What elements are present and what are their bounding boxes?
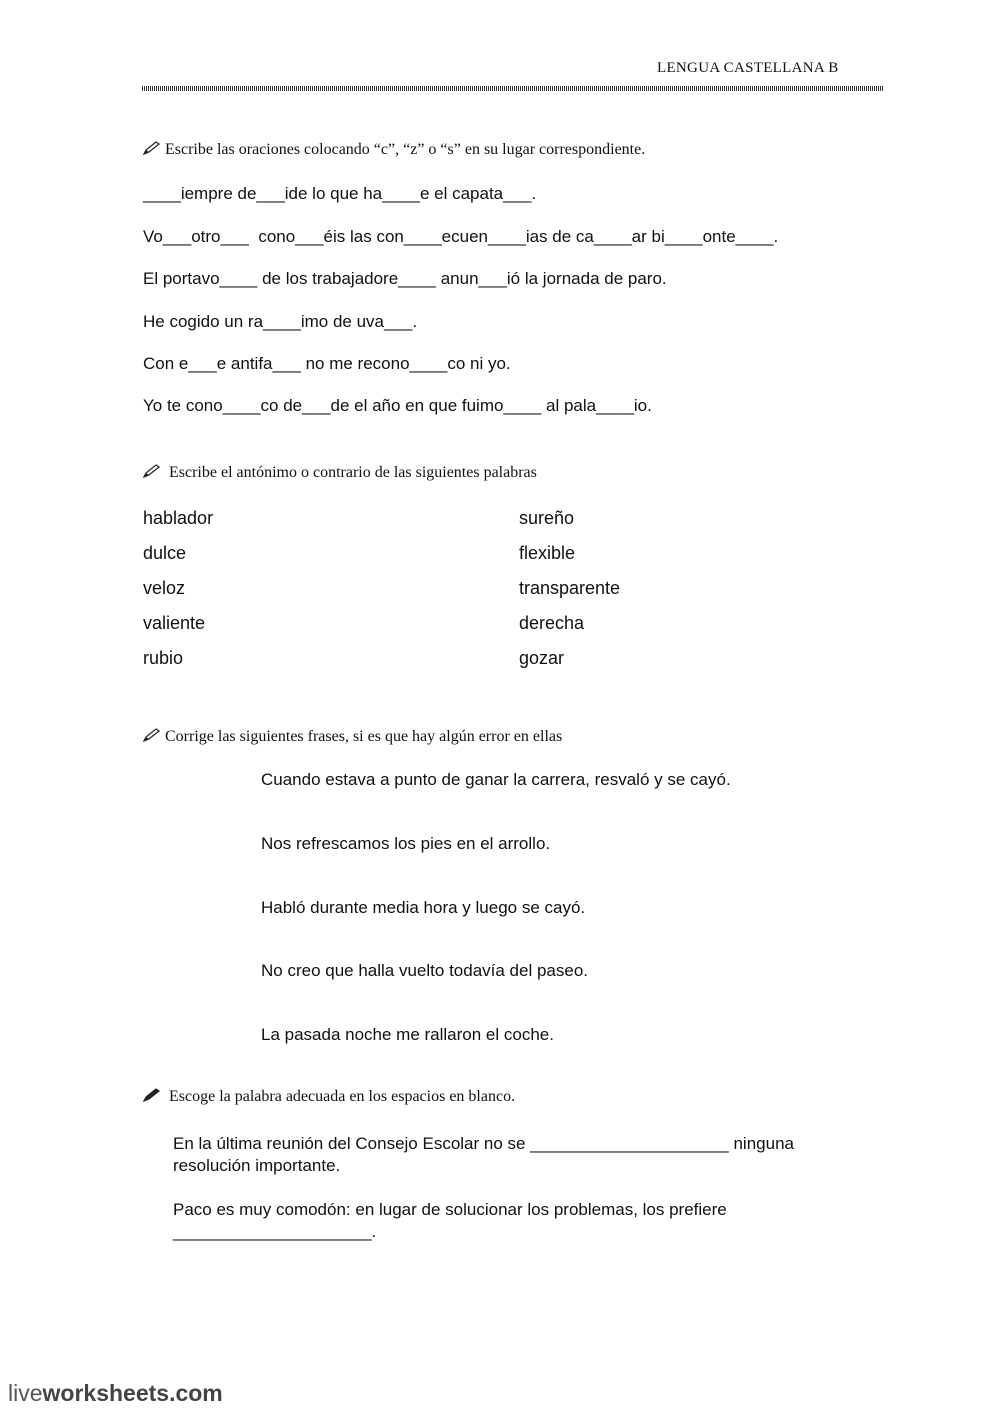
section4-instruction-text: Escoge la palabra adecuada en los espacios en blanco. [169, 1088, 516, 1105]
word-right-5: gozar [519, 648, 565, 668]
word-left-4: valiente [143, 613, 206, 633]
section1-instruction [143, 141, 645, 159]
word-left-5: rubio [143, 648, 184, 668]
section4-instruction [143, 1088, 515, 1106]
word-left-2: dulce [143, 543, 187, 563]
fill-blank-item-2: Paco es muy comodón: en lugar de solucionar los problemas, los prefiere _____________________. [173, 1200, 727, 1241]
pencil-icon [143, 1088, 161, 1102]
logo-bold-text: worksheets [42, 1380, 170, 1406]
correction-sentence-3: Habló durante media hora y luego se cayó. [261, 898, 586, 917]
sentence-4: He cogido un ra____imo de uva___. [143, 312, 418, 331]
sentence-6: Yo te cono____co de___de el año en que fuimo____ al pala____io. [143, 396, 652, 415]
liveworksheets-logo [8, 1380, 223, 1407]
section2-instruction [143, 464, 537, 482]
fill-blank-item-1: En la última reunión del Consejo Escolar no se _____________________ ninguna resolución importante. [173, 1134, 794, 1175]
word-right-1: sureño [519, 508, 575, 528]
sentence-2: Vo___otro___ cono___éis las con____ecuen____ias de ca____ar bi____onte____. [143, 227, 779, 246]
word-left-1: hablador [143, 508, 214, 528]
word-right-3: transparente [519, 578, 621, 598]
word-left-3: veloz [143, 578, 186, 598]
correction-sentence-2: Nos refrescamos los pies en el arrollo. [261, 834, 551, 853]
logo-light-text: live [8, 1380, 43, 1406]
section3-instruction [143, 728, 562, 746]
pencil-icon [143, 141, 161, 155]
section2-instruction-text: Escribe el antónimo o contrario de las siguientes palabras [169, 464, 537, 481]
sentence-3: El portavo____ de los trabajadore____ anun___ió la jornada de paro. [143, 269, 667, 288]
pencil-icon [143, 728, 161, 742]
word-right-4: derecha [519, 613, 585, 633]
sentence-5: Con e___e antifa___ no me recono____co ni yo. [143, 354, 511, 373]
section1-instruction-text: Escribe las oraciones colocando “c”, “z” o “s” en su lugar correspondiente. [165, 141, 646, 158]
correction-sentence-5: La pasada noche me rallaron el coche. [261, 1025, 554, 1044]
logo-tail-text: .com [169, 1380, 223, 1406]
header-divider [142, 86, 884, 91]
pencil-icon [143, 464, 161, 478]
section3-instruction-text: Corrige las siguientes frases, si es que hay algún error en ellas [165, 728, 563, 745]
header-title: LENGUA CASTELLANA B [657, 60, 839, 76]
sentence-1: ____iempre de___ide lo que ha____e el capata___. [143, 184, 537, 203]
correction-sentence-4: No creo que halla vuelto todavía del paseo. [261, 961, 589, 980]
correction-sentence-1: Cuando estava a punto de ganar la carrera, resvaló y se cayó. [261, 770, 731, 789]
word-right-2: flexible [519, 543, 576, 563]
